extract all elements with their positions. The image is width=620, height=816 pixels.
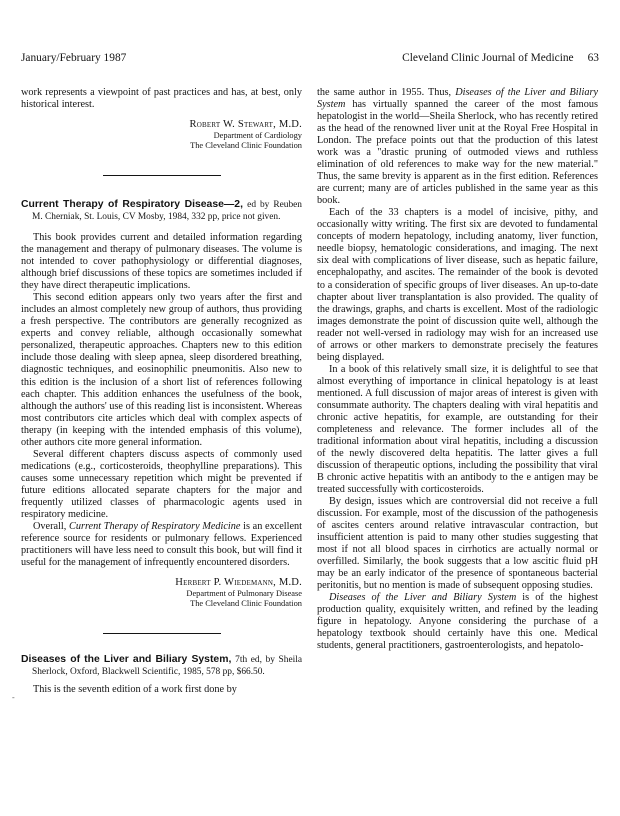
- review-paragraph: [317, 592, 598, 652]
- review-paragraph: Each of the 33 chapters is a model of incisive, pithy, and occasionally witty writing. The first six are devoted to fundamental concepts of modern hepatology, including anatomy, liver function, needle biopsy, hematologic considerations, and imaging. The next six deal with complications of liver disease, such as hepatic failure, encephalopathy, and ascites. The remainder of the book is devoted to a consideration of specific groups of liver diseases. An up-to-date chapter about liver transplantation is also provided. The quality of the drawings, graphs, and charts is excellent. Most of the radiologic images demonstrate the point of discussion quite well, although the reader not well-versed in radiology may wish for an increased use of arrows or other markers to demonstrate precisely the features being displayed.: [317, 207, 598, 363]
- review-heading-respiratory: [21, 199, 302, 223]
- review-details: ed by Reuben M. Cherniak, St. Louis, CV Mosby, 1984, 332 pp, price not given.: [32, 200, 302, 223]
- signature-name: Robert W. Stewart, M.D.: [189, 119, 302, 131]
- review-body-respiratory: [21, 232, 302, 569]
- running-head: [21, 52, 599, 66]
- review-paragraph: This second edition appears only two years after the first and includes an almost completely new group of authors, thus providing a fresh perspective. The contributors are generally recognized as experts and convey reliable, although occasionally somewhat personalized, therapeutic approaches. Chapters new to this edition include those dealing with sleep apnea, sleep disordered breathing, diagnostic techniques, and eosinophilic pneumonitis. Also new to this edition is the inclusion of a short list of references following each chapter. This addition enhances the usefulness of the book, although the authors' use of this reading list is inconsistent. Whereas most contributors cite articles which deal with complex aspects of therapy (in keeping with the intended emphasis of this volume), other authors cite more general information.: [21, 292, 302, 448]
- review-paragraph: In a book of this relatively small size, it is delightful to see that almost everything of importance in clinical hepatology is at least mentioned. A full discussion of major areas of interest is given with consummate authority. The chapters dealing with viral hepatitis and chronic active hepatitis, for example, are outstanding for their completeness and relevance. The former includes all of the traditional information about viral hepatitis, including a discussion of the newly discovered delta hepatitis. The latter gives a full discussion of therapeutic options, including the possibility that viral B chronic active hepatitis with an antibody to the e antigen may be treated successfully with corticosteroids.: [317, 363, 598, 496]
- review-details: 7th ed, by Sheila Sherlock, Oxford, Blackwell Scientific, 1985, 578 pp, $66.50.: [32, 655, 302, 678]
- signature-department: Department of Cardiology: [213, 131, 302, 141]
- issue-date: January/February 1987: [21, 52, 127, 64]
- text-run: Overall,: [33, 520, 67, 532]
- review-heading-liver: [21, 654, 302, 678]
- text-run: has virtually spanned the career of the most famous hepatologist in the world—Sheila Sherlock, who has recently retired as the head of the renowned liver unit at the Royal Free Hospital in London. The preface points out that the production of this latest work was a "drastic pruning of outmoded views and ruthless elimination of old references to make way for the new material." Thus, the same brevity is apparent as in the first edition. References are current; many are of articles published in the same year as this book.: [317, 99, 598, 207]
- signature-wiedemann: [21, 576, 302, 609]
- journal-and-page: [402, 52, 599, 64]
- review-paragraph: This book provides current and detailed information regarding the management and therapy of pulmonary diseases. The volume is not intended to cover pathophysiology or differential diagnoses, although brief discussions of these topics are sometimes included if they have direct therapeutic implications.: [21, 232, 302, 292]
- review-paragraph: [317, 87, 598, 207]
- review-paragraph: Several different chapters discuss aspects of commonly used medications (e.g., corticosteroids, theophylline preparations). This causes some unnecessary repetition which might be prevented if future editions allocated separate chapters for the major and frequently utilized classes of pharmacologic agents used in respiratory medicine.: [21, 448, 302, 520]
- text-run: the same author in 1955. Thus,: [317, 87, 452, 98]
- signature-institution: The Cleveland Clinic Foundation: [190, 599, 302, 608]
- signature-name: Herbert P. Wiedemann, M.D.: [175, 577, 302, 588]
- journal-title: Cleveland Clinic Journal of Medicine: [402, 52, 574, 64]
- signature-stewart: [21, 118, 302, 151]
- section-divider: [103, 175, 221, 176]
- signature-institution: The Cleveland Clinic Foundation: [190, 141, 302, 151]
- stray-mark: -: [12, 693, 15, 702]
- book-title-italic: Diseases of the Liver and Biliary System: [329, 592, 517, 604]
- left-column: [21, 87, 302, 696]
- review-paragraph: By design, issues which are controversial did not receive a full discussion. For example, most of the discussion of the pathogenesis of ascites centers around relative intravascular contraction, but insufficient attention is paid to many other studies suggesting that most if not all blood spaces in cirrhotics are actually normal or overfilled. Similarly, the book suggests that a low ascitic fluid pH may be an early indicator of the presence of spontaneous bacterial peritonitis, but no mention is made of subsequent opposing studies.: [317, 496, 598, 592]
- text-run: is an excellent reference source for residents or pulmonary fellows. Experienced practitioners will have less need to consult this book, but will find it useful for the management of infrequently encountered disorders.: [21, 520, 303, 568]
- section-divider: [103, 633, 221, 634]
- review-title: Current Therapy of Respiratory Disease—2,: [21, 199, 243, 211]
- continuation-text: work represents a viewpoint of past practices and has, at best, only historical interest.: [21, 87, 302, 111]
- text-run: is of the highest production quality, exquisitely written, and refined by the leading figure in hepatology. Anyone considering the purchase of a hepatology textbook should certainly have this one. Medical students, general practitioners, gastroenterologists, and hepatolo-: [317, 592, 598, 652]
- book-title-italic: Current Therapy of Respiratory Medicine: [69, 520, 241, 532]
- book-title-italic: Diseases of the Liver and Biliary System: [317, 87, 599, 111]
- review-paragraph: This is the seventh edition of a work first done by: [33, 684, 237, 696]
- right-column: [317, 87, 598, 652]
- review-title: Diseases of the Liver and Biliary System,: [21, 654, 232, 665]
- signature-department: Department of Pulmonary Disease: [186, 589, 302, 598]
- page-number: 63: [587, 52, 599, 64]
- review-paragraph: [21, 521, 302, 569]
